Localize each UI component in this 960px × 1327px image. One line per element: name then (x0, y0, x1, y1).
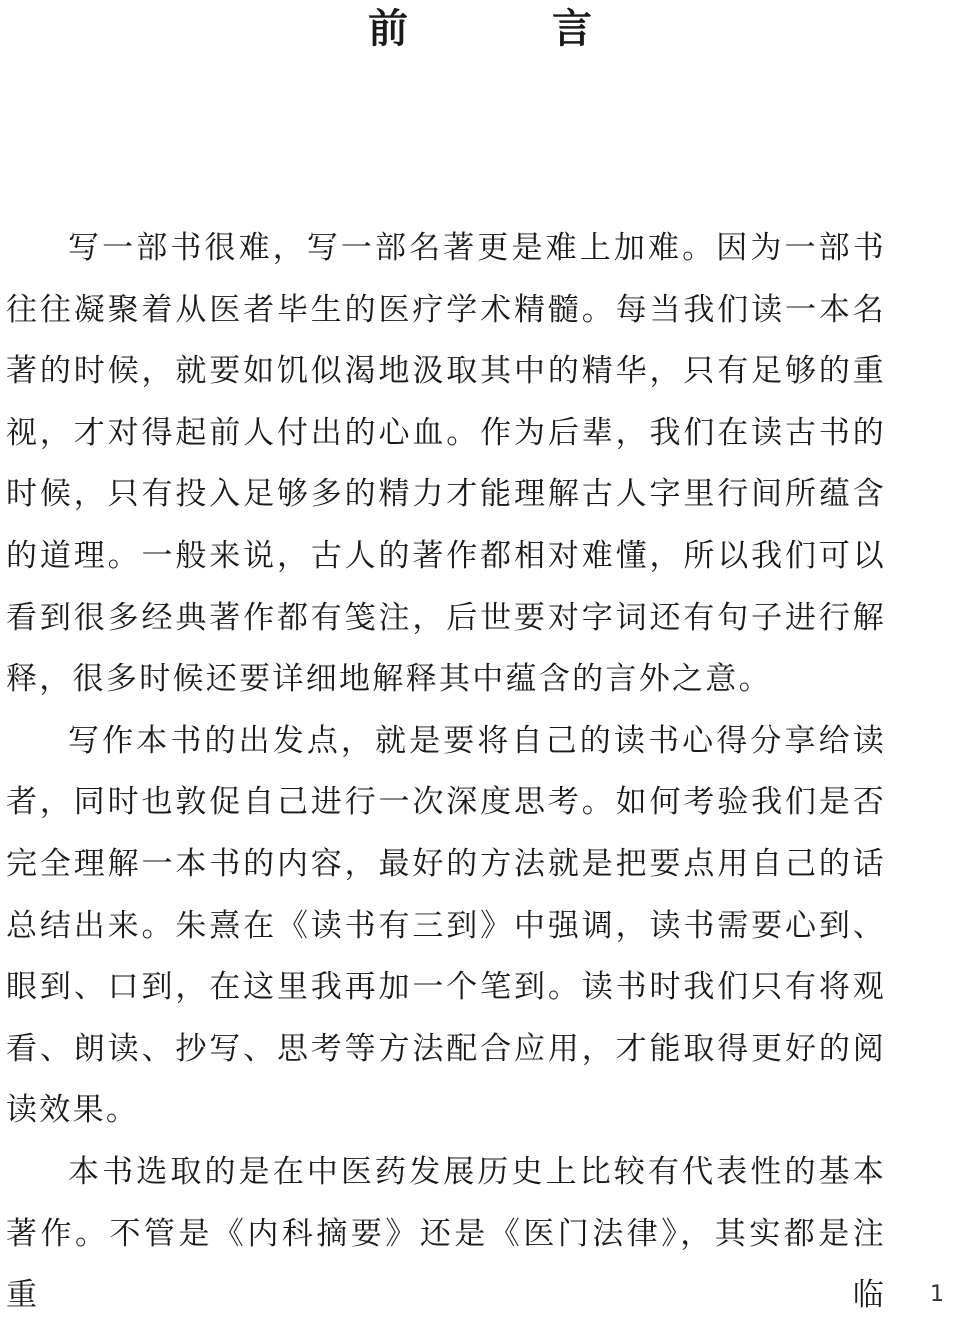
paragraph-1: 写一部书很难，写一部名著更是难上加难。因为一部书往往凝聚着从医者毕生的医疗学术精髓。每当我们读一本名著的时候，就要如饥似渴地汲取其中的精华，只有足够的重视，才对得起前人付出的心血。作为后辈，我们在读古书的时候，只有投入足够多的精力才能理解古人字里行间所蕴含的道理。一般来说，古人的著作都相对难懂，所以我们可以看到很多经典著作都有笺注，后世要对字词还有句子进行解释，很多时候还要详细地解释其中蕴含的言外之意。 (6, 230, 886, 698)
body-text (6, 218, 886, 1327)
page-title: 前 言 (368, 5, 644, 52)
paragraph-3: 本书选取的是在中医药发展历史上比较有代表性的基本著作。不管是《内科摘要》还是《医门法律》，其实都是注重临 (6, 1153, 886, 1314)
page-number: 1 (930, 1282, 944, 1307)
paragraph-2: 写作本书的出发点，就是要将自己的读书心得分享给读者，同时也敦促自己进行一次深度思考。如何考验我们是否完全理解一本书的内容，最好的方法就是把要点用自己的话总结出来。朱熹在《读书有三到》中强调，读书需要心到、眼到、口到，在这里我再加一个笔到。读书时我们只有将观看、朗读、抄写、思考等方法配合应用，才能取得更好的阅读效果。 (6, 722, 886, 1129)
